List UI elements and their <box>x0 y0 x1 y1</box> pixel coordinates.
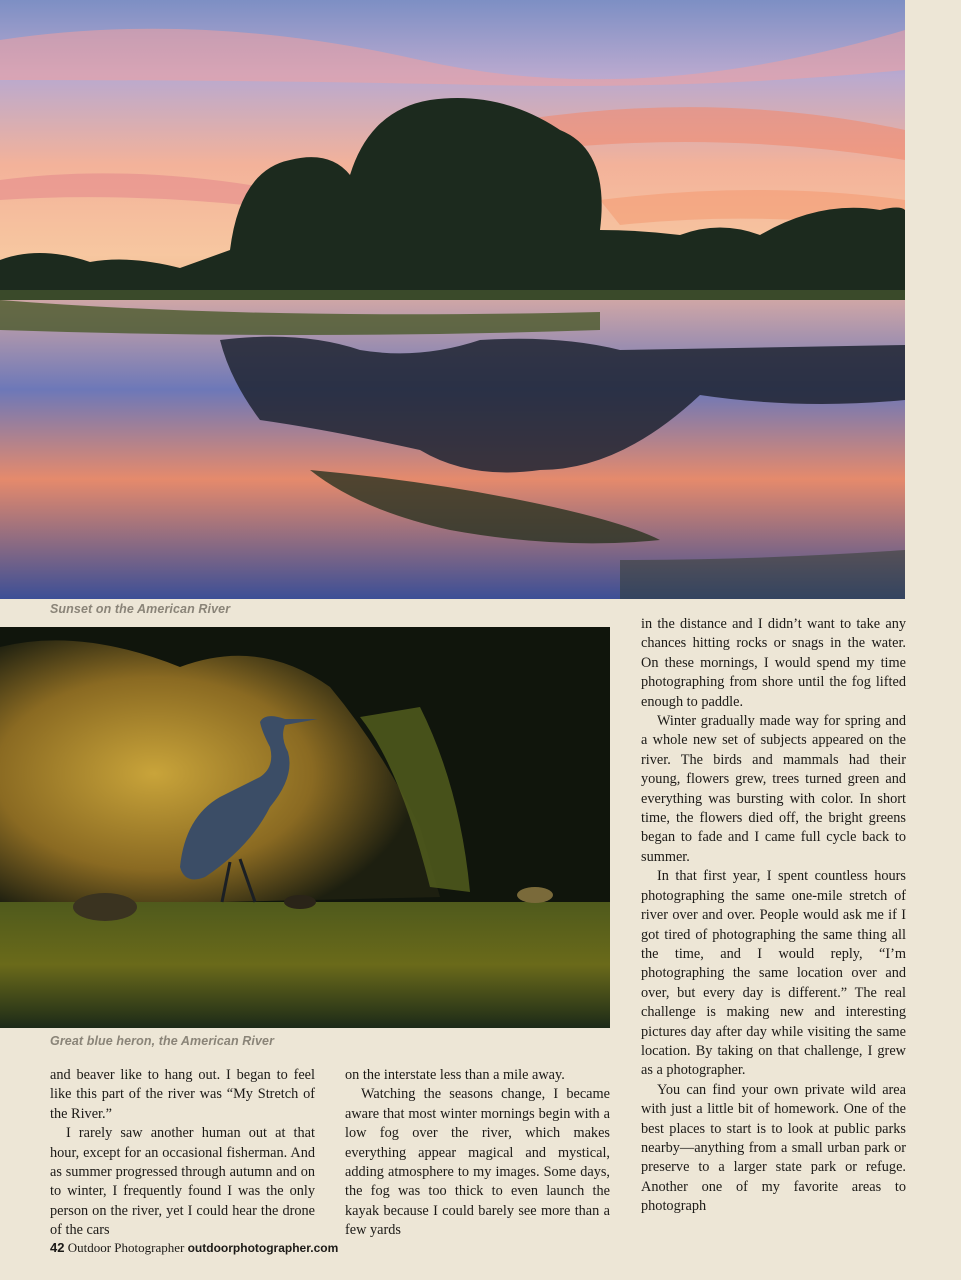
paragraph: on the interstate less than a mile away. <box>345 1067 565 1083</box>
photo-caption: Sunset on the American River <box>50 602 231 616</box>
sunset-photo <box>0 0 905 599</box>
paragraph: I rarely saw another human out at that hour, except for an occasional fisherman. And as summer progressed through autumn and on to winter, I frequently found I was the only person on the river, yet I could hear the drone of the cars <box>50 1125 315 1239</box>
magazine-url[interactable]: outdoorphotographer.com <box>187 1241 339 1255</box>
page-footer <box>50 1240 338 1256</box>
text-column-1 <box>50 1066 315 1241</box>
page-number: 42 <box>50 1240 65 1255</box>
text-column-3 <box>641 615 906 1217</box>
heron-photo <box>0 627 610 1028</box>
paragraph: Winter gradually made way for spring and a whole new set of subjects appeared on the river. The birds and mammals had their young, flowers grew, trees turned green and everything was bursting with color. In short time, the flowers died off, the bright greens began to fade and I came full cycle back to summer. <box>641 713 906 865</box>
paragraph: and beaver like to hang out. I began to feel like this part of the river was “My Stretch of the River.” <box>50 1067 315 1122</box>
photo-caption: Great blue heron, the American River <box>50 1034 275 1048</box>
paragraph: Watching the seasons change, I became aware that most winter mornings begin with a low fog over the river, which makes everything appear magical and mystical, adding atmosphere to my images. Some days, the fog was too thick to even launch the kayak because I could barely see more than a few yards <box>345 1086 610 1239</box>
paragraph: in the distance and I didn’t want to take any chances hitting rocks or snags in the water. On these mornings, I would spend my time photographing from shore until the fog lifted enough to paddle. <box>641 616 906 710</box>
magazine-name: Outdoor Photographer <box>67 1240 185 1255</box>
paragraph: In that first year, I spent countless hours photographing the same one-mile stretch of river over and over. People would ask me if I got tired of photographing the same thing all the time, and I would reply, “I’m photographing the same location over and over, but every day is different.” The real challenge is making new and interesting pictures day after day while visiting the same location. By taking on that challenge, I grew as a photographer. <box>641 868 906 1079</box>
paragraph: You can find your own private wild area with just a little bit of homework. One of the best places to start is to look at public parks nearby—anything from a small urban park or preserve to a larger state park or refuge. Another one of my favorite areas to photograph <box>641 1081 906 1215</box>
text-column-2 <box>345 1066 610 1241</box>
